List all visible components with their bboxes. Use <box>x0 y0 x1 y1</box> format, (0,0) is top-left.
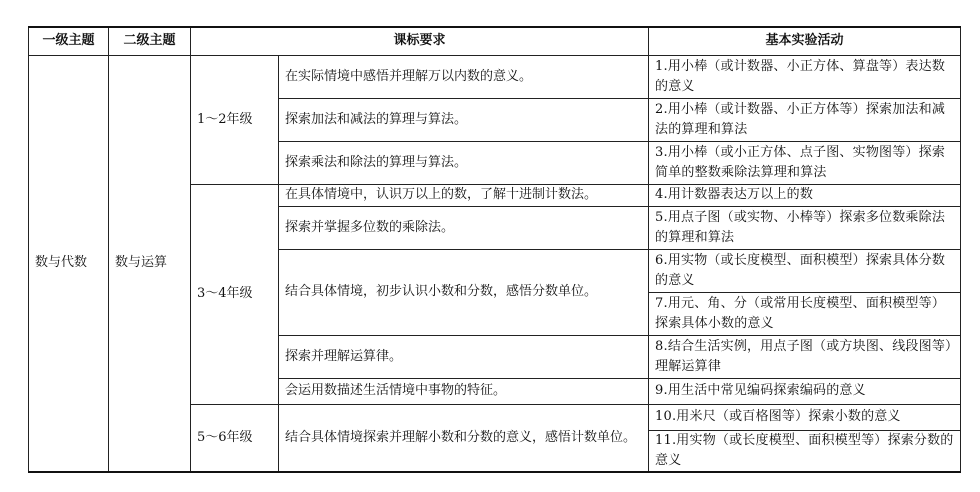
activity-cell: 4.用计数器表达万以上的数 <box>649 184 961 206</box>
activity-cell: 7.用元、角、分（或常用长度模型、面积模型等）探索具体小数的意义 <box>649 292 961 335</box>
activity-cell: 5.用点子图（或实物、小棒等）探索多位数乘除法的算理和算法 <box>649 206 961 249</box>
header-level1-topic: 一级主题 <box>29 27 109 55</box>
grade-cell: 3～4年级 <box>191 184 279 404</box>
level2-topic-cell: 数与运算 <box>109 55 191 472</box>
activity-cell: 1.用小棒（或计数器、小正方体、算盘等）表达数的意义 <box>649 55 961 98</box>
requirement-cell: 探索加法和减法的算理与算法。 <box>279 98 649 141</box>
requirement-cell: 结合具体情境，初步认识小数和分数，感悟分数单位。 <box>279 249 649 335</box>
activity-cell: 8.结合生活实例，用点子图（或方块图、线段图等）理解运算律 <box>649 335 961 378</box>
activity-cell: 11.用实物（或长度模型、面积模型等）探索分数的意义 <box>649 430 961 472</box>
level1-topic-cell: 数与代数 <box>29 55 109 472</box>
requirement-cell: 会运用数描述生活情境中事物的特征。 <box>279 378 649 404</box>
requirement-cell: 探索并掌握多位数的乘除法。 <box>279 206 649 249</box>
table-row <box>29 55 961 98</box>
requirement-cell: 探索乘法和除法的算理与算法。 <box>279 141 649 184</box>
activity-cell: 10.用米尺（或百格图等）探索小数的意义 <box>649 404 961 430</box>
activity-cell: 2.用小棒（或计数器、小正方体等）探索加法和减法的算理和算法 <box>649 98 961 141</box>
activity-cell: 3.用小棒（或小正方体、点子图、实物图等）探索简单的整数乘除法算理和算法 <box>649 141 961 184</box>
header-level2-topic: 二级主题 <box>109 27 191 55</box>
activity-cell: 6.用实物（或长度模型、面积模型）探索具体分数的意义 <box>649 249 961 292</box>
requirement-cell: 结合具体情境探索并理解小数和分数的意义，感悟计数单位。 <box>279 404 649 472</box>
grade-cell: 5～6年级 <box>191 404 279 472</box>
header-basic-experiments: 基本实验活动 <box>649 27 961 55</box>
activity-cell: 9.用生活中常见编码探索编码的意义 <box>649 378 961 404</box>
header-row <box>29 27 961 55</box>
curriculum-table <box>28 26 961 473</box>
requirement-cell: 在具体情境中，认识万以上的数，了解十进制计数法。 <box>279 184 649 206</box>
requirement-cell: 在实际情境中感悟并理解万以内数的意义。 <box>279 55 649 98</box>
header-curriculum-requirements: 课标要求 <box>191 27 649 55</box>
requirement-cell: 探索并理解运算律。 <box>279 335 649 378</box>
grade-cell: 1～2年级 <box>191 55 279 184</box>
